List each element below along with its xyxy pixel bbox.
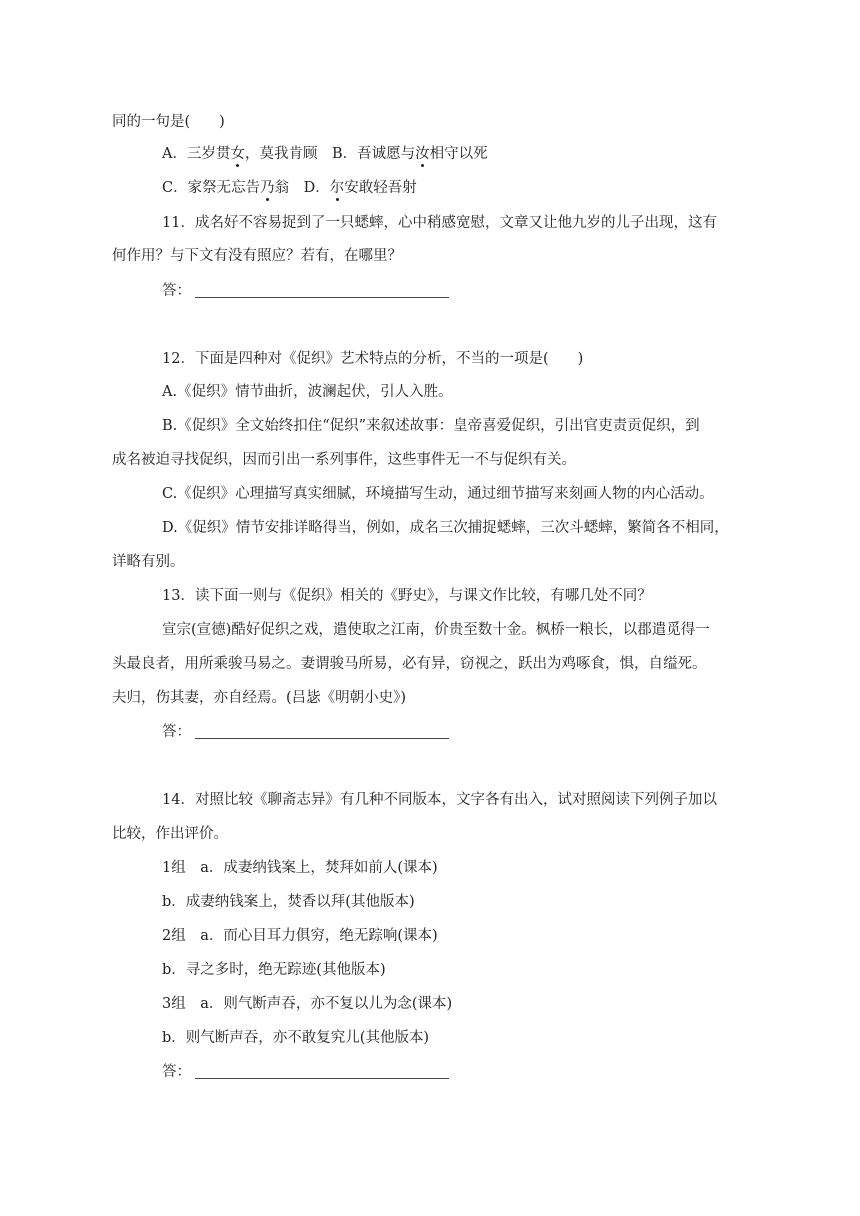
answer-blank[interactable] xyxy=(195,737,449,739)
q12-option-b-line2: 成名被迫寻找促织，因而引出一系列事件，这些事件无一不与促织有关。 xyxy=(112,452,576,468)
q11-answer[interactable] xyxy=(162,281,449,301)
answer-label: 答： xyxy=(162,724,191,740)
q12-option-d-line1: D.《促织》情节安排详略得当，例如，成名三次捕捉蟋蟀，三次斗蟋蟀，繁简各不相同， xyxy=(162,520,729,536)
q12-stem: 12．下面是四种对《促织》艺术特点的分析，不当的一项是( ) xyxy=(162,351,584,367)
q10-option-c-dotted: 乃 xyxy=(260,180,275,196)
q13-passage-line1: 宣宗(宣德)酷好促织之戏，遣使取之江南，价贵至数十金。枫桥一粮长，以郡遣觅得一 xyxy=(162,622,710,638)
q10-option-a-post: ，莫我肯顾 B．吾诚愿与 xyxy=(244,146,416,162)
q10-option-b-post: 相守以死 xyxy=(429,146,488,162)
answer-label: 答： xyxy=(162,283,191,299)
q10-option-a-pre: A．三岁贯 xyxy=(162,146,231,162)
q10-stem-tail: 同的一句是( ) xyxy=(112,114,225,130)
q14-answer[interactable] xyxy=(162,1062,449,1082)
answer-label: 答： xyxy=(162,1064,191,1080)
q13-passage-line2: 头最良者，用所乘骏马易之。妻谓骏马所易，必有异，窃视之，跃出为鸡啄食，惧，自缢死。 xyxy=(112,656,707,672)
q12-option-b-line1: B.《促织》全文始终扣住“促织”来叙述故事：皇帝喜爱促织，引出官吏责贡促织，到 xyxy=(162,418,700,434)
q11-line1: 11．成名好不容易捉到了一只蟋蟀，心中稍感宽慰，文章又让他九岁的儿子出现，这有 xyxy=(162,215,717,231)
q14-group1-b: b．成妻纳钱案上，焚香以拜(其他版本) xyxy=(162,894,415,910)
q10-option-d-post: 安敢轻吾射 xyxy=(344,180,417,196)
q12-option-a: A.《促织》情节曲折，波澜起伏，引人入胜。 xyxy=(162,384,453,400)
q10-option-d-dotted: 尔 xyxy=(329,180,345,196)
q12-option-d-line2: 详略有别。 xyxy=(112,554,185,570)
q10-option-c-pre: C．家祭无忘告 xyxy=(162,180,261,196)
q13-answer[interactable] xyxy=(162,722,449,742)
q10-options-ab xyxy=(162,144,488,164)
q14-group3-b: b．则气断声吞，亦不敢复究儿(其他版本) xyxy=(162,1030,430,1046)
q11-line2: 何作用？与下文有没有照应？若有，在哪里？ xyxy=(112,248,402,264)
q10-option-c-post: 翁 D． xyxy=(274,180,330,196)
q10-option-a-dotted: 女 xyxy=(230,146,245,162)
q14-line1: 14．对照比较《聊斋志异》有几种不同版本，文字各有出入，试对照阅读下列例子加以 xyxy=(162,792,717,808)
q14-group3-a: 3组 a．则气断声吞，亦不复以儿为念(课本) xyxy=(162,996,453,1012)
q13-stem: 13．读下面一则与《促织》相关的《野史》，与课文作比较，有哪几处不同？ xyxy=(162,588,652,604)
q12-option-c: C.《促织》心理描写真实细腻，环境描写生动，通过细节描写来刻画人物的内心活动。 xyxy=(162,486,714,502)
answer-blank[interactable] xyxy=(195,1077,449,1079)
q13-passage-line3: 夫归，伤其妻，亦自经焉。(吕毖《明朝小史》) xyxy=(112,690,407,706)
q14-line2: 比较，作出评价。 xyxy=(112,826,228,842)
q10-option-b-dotted: 汝 xyxy=(415,146,430,162)
q14-group2-b: b．寻之多时，绝无踪迹(其他版本) xyxy=(162,962,386,978)
answer-blank[interactable] xyxy=(195,296,449,298)
q14-group2-a: 2组 a．而心目耳力俱穷，绝无踪响(课本) xyxy=(162,928,438,944)
q10-options-cd xyxy=(162,178,417,198)
q14-group1-a: 1组 a．成妻纳钱案上，焚拜如前人(课本) xyxy=(162,860,438,876)
